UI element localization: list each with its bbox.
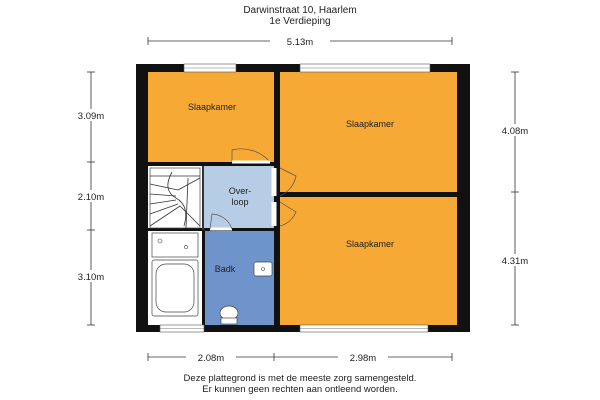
dimension-bottom-right-label: 2.98m <box>349 353 377 364</box>
bedroom-top-left <box>148 72 274 162</box>
wall-right-horizontal <box>280 192 457 197</box>
dimension-left <box>70 72 112 325</box>
dimension-top <box>148 35 452 48</box>
label-bedroom-top-left: Slaapkamer <box>187 102 237 112</box>
label-bedroom-top-right: Slaapkamer <box>345 119 395 129</box>
dimension-left-middle-label: 2.10m <box>77 192 105 203</box>
wall-vertical-center <box>274 72 280 325</box>
bedroom-top-right <box>280 72 457 192</box>
dimension-top-label: 5.13m <box>286 37 314 48</box>
wall-bath-divider <box>202 231 205 325</box>
sink <box>254 262 272 276</box>
bedroom-bottom-right <box>280 197 457 325</box>
dimension-bottom-left-label: 2.08m <box>197 353 225 364</box>
toilet <box>220 306 238 324</box>
dimension-right-bottom-label: 4.31m <box>501 256 529 267</box>
shower-tray <box>152 233 198 257</box>
dimension-bottom <box>148 351 452 364</box>
bathroom <box>204 230 274 325</box>
dimension-right <box>494 72 536 325</box>
bathtub <box>152 260 198 316</box>
disclaimer-line-2: Er kunnen geen rechten aan ontleend worden. <box>202 384 398 395</box>
label-bathroom: Badk <box>214 264 236 274</box>
floor-title: 1e Verdieping <box>269 16 331 27</box>
label-landing-line2: loop <box>231 197 249 207</box>
staircase <box>150 168 200 228</box>
address-title: Darwinstraat 10, Haarlem <box>243 5 357 16</box>
label-landing-line1: Over- <box>228 186 252 196</box>
dimension-right-top-label: 4.08m <box>501 126 529 137</box>
disclaimer-line-1: Deze plattegrond is met de meeste zorg samengesteld. <box>183 373 417 384</box>
dimension-left-top-label: 3.09m <box>77 111 105 122</box>
dimension-left-bottom-label: 3.10m <box>77 272 105 283</box>
label-bedroom-bottom-right: Slaapkamer <box>345 239 395 249</box>
wall-stair-landing <box>202 166 204 230</box>
